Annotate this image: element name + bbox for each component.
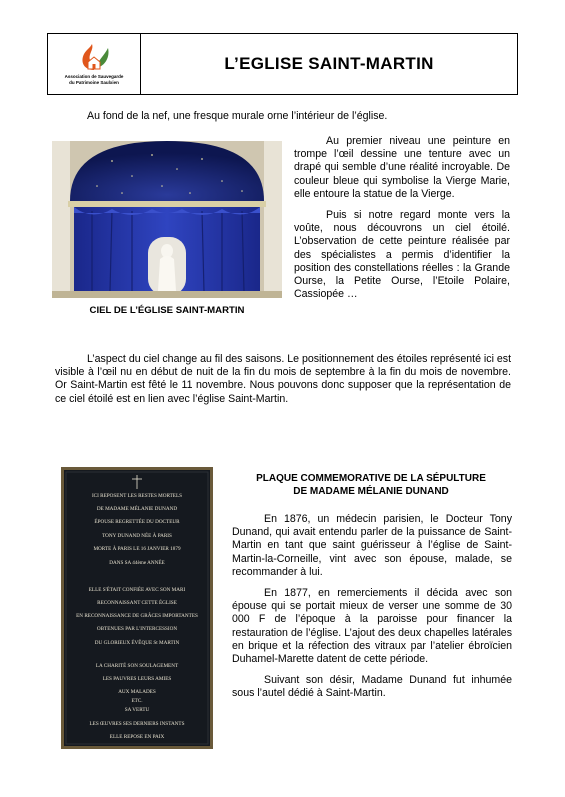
plaque-description bbox=[232, 513, 512, 701]
plaque-paragraph-1: En 1876, un médecin parisien, le Docteur Tony Dunand, qui avait entendu parler de la puissance de Saint-Martin en tant que saint guérisseur à l’église de Saint-Martin-la-Corneille, vint avec son épouse, malade, se recommander à lui. bbox=[232, 513, 512, 578]
association-logo-icon bbox=[76, 40, 112, 74]
plaque-inscription-line: ICI REPOSENT LES RESTES MORTELS bbox=[91, 493, 183, 499]
plaque-inscription-line: RECONNAISSANT CETTE ÉGLISE bbox=[97, 600, 177, 606]
plaque-inscription-line: ELLE REPOSE EN PAIX bbox=[109, 734, 165, 740]
plaque-inscription-line: OBTENUES PAR L'INTERCESSION bbox=[96, 626, 178, 632]
logo-text-line2: du Patrimoine Saulxien bbox=[69, 80, 119, 85]
plaque-inscription-line: LES PAUVRES LEURS AMIES bbox=[102, 676, 172, 682]
plaque-inscription-line: MORTE À PARIS LE 16 JANVIER 1879 bbox=[93, 546, 181, 552]
plaque-inscription-line: LES ŒUVRES SES DERNIERS INSTANTS bbox=[89, 721, 185, 727]
painting-paragraph-2: Puis si notre regard monte vers la voûte, nous découvrons un ciel étoilé. L’observation de cette peinture réalisée par des spécialistes a permis d’identifier la position des constellations réelles : la Grande Ourse, la Petite Ourse, l’Etoile Polaire, Cassiopée … bbox=[294, 209, 510, 301]
plaque-inscription-line: DANS SA 44ème ANNÉE bbox=[109, 560, 165, 566]
plaque-heading bbox=[230, 472, 512, 498]
logo-text-line1: Association de Sauvegarde bbox=[64, 74, 124, 79]
painting-description bbox=[294, 135, 510, 301]
page-header bbox=[47, 33, 518, 95]
plaque-inscription-line: TONY DUNAND NÉE À PARIS bbox=[102, 533, 172, 539]
plaque-inscription-line: ETC. bbox=[131, 698, 143, 704]
plaque-inscription-line: LA CHARITÉ SON SOULAGEMENT bbox=[95, 663, 179, 669]
plaque-inscription-line: DU GLORIEUX ÉVÊQUE St MARTIN bbox=[94, 640, 180, 646]
intro-text: Au fond de la nef, une fresque murale orne l’intérieur de l’église. bbox=[87, 110, 388, 122]
painting-paragraph-1: Au premier niveau une peinture en trompe l’œil dessine une tenture avec un drapé qui semble d’une réalité incroyable. De couleur bleue qui symbolise la Vierge Marie, elle entoure la statue de la Vierge. bbox=[294, 135, 510, 200]
plaque-inscription-line: SA VERTU bbox=[124, 707, 150, 713]
plaque-heading-line2: DE MADAME MÉLANIE DUNAND bbox=[293, 486, 449, 497]
logo-text bbox=[50, 74, 138, 86]
plaque-inscription-line: AUX MALADES bbox=[118, 689, 156, 695]
sky-image-caption: CIEL DE L’ÉGLISE SAINT-MARTIN bbox=[89, 305, 245, 316]
plaque-inscription-line: DE MADAME MÉLANIE DUNAND bbox=[96, 506, 178, 512]
plaque-inscription-line: ÉPOUSE REGRETTÉE DU DOCTEUR bbox=[94, 519, 180, 525]
logo-cell bbox=[48, 34, 141, 94]
church-sky-fresco-image bbox=[52, 141, 282, 298]
page-title: L’EGLISE SAINT-MARTIN bbox=[224, 54, 434, 73]
plaque-inscription-line: EN RECONNAISSANCE DE GRÂCES IMPORTANTES bbox=[76, 613, 198, 619]
plaque-paragraph-3: Suivant son désir, Madame Dunand fut inhumée sous l’autel dédié à Saint-Martin. bbox=[232, 674, 512, 700]
plaque-paragraph-2: En 1877, en remerciements il décida avec son épouse qui se portait mieux de verser une somme de 30 000 F de l’époque à la paroisse pour financer la restauration de l’église. L’ajout des deux chapelles latérales en brique et la réfection des vitraux par l’atelier ébroïcien Duhamel-Marette datent de cette période. bbox=[232, 587, 512, 666]
sky-paragraph: L’aspect du ciel change au fil des saisons. Le positionnement des étoiles représenté ici est visible à l’œil nu en début de nuit de la fin du mois de septembre à la fin du mois de novembre. Or Saint-Martin est fêté le 11 novembre. Nous pouvons donc supposer que la représentation de ce ciel étoilé est en lien avec l’église Saint-Martin. bbox=[55, 353, 512, 405]
plaque-heading-line1: PLAQUE COMMEMORATIVE DE LA SÉPULTURE bbox=[256, 473, 486, 484]
plaque-inscription-line: ELLE S'ÉTAIT CONFIÉE AVEC SON MARI bbox=[88, 587, 186, 593]
commemorative-plaque-image bbox=[61, 467, 213, 749]
